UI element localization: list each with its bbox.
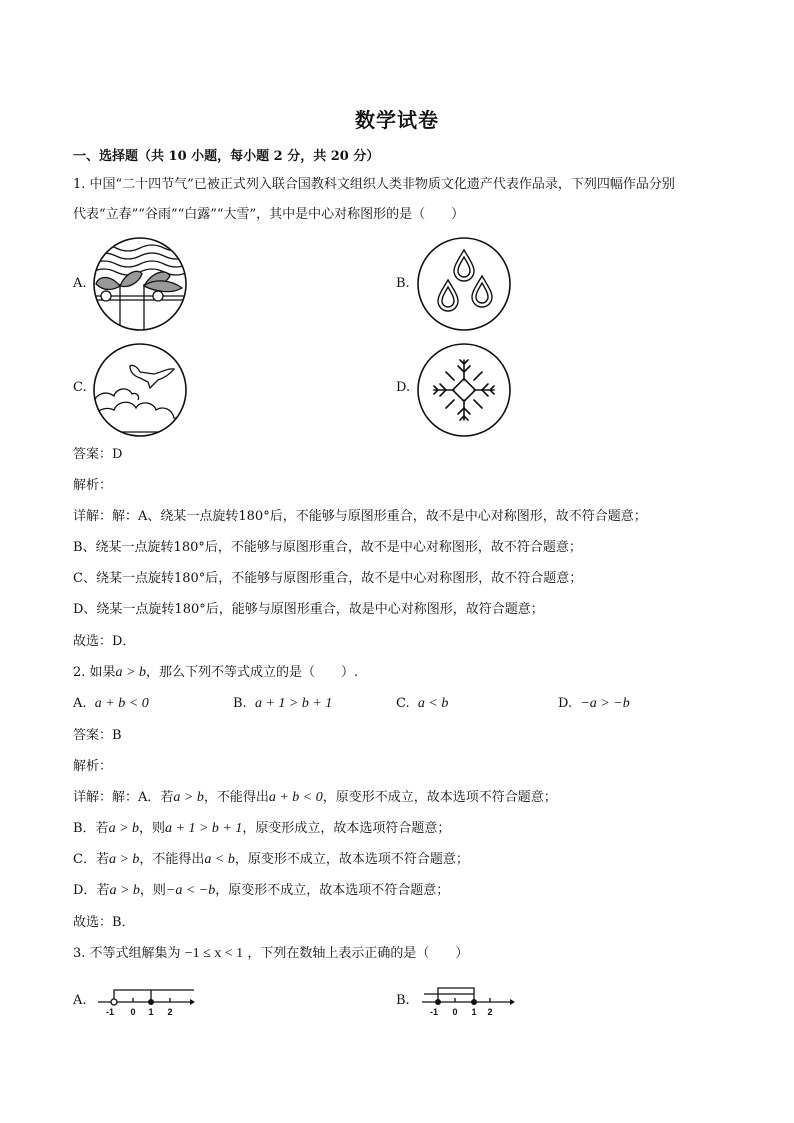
q2-detail-a-text2: ，不能得出 xyxy=(203,790,269,805)
q1-stem-line2: 代表“立春”“谷雨”“白露”“大雪”，其中是中心对称图形的是（ ） xyxy=(73,207,465,222)
q2-detail-b-math2: a + 1 > b + 1 xyxy=(165,821,243,836)
q2-detail-a-math2: a + b < 0 xyxy=(268,790,323,805)
q3-stem-prefix: 3. 不等式组解集为 xyxy=(73,946,181,961)
q2-detail-b-text3: ，原变形成立，故本选项符合题意； xyxy=(242,821,451,836)
q2-detail-c xyxy=(73,850,469,870)
q2-stem-prefix: 2. 如果 xyxy=(73,665,116,680)
q2-detail-c-math2: a < b xyxy=(204,852,235,867)
q2-option-a-math: a + b < 0 xyxy=(94,696,149,711)
q3-option-b-label: B. xyxy=(396,993,410,1008)
q1-conclusion: 故选：D． xyxy=(73,634,136,649)
snowflake-icon xyxy=(416,342,512,438)
q2-option-b-math: a + 1 > b + 1 xyxy=(254,696,333,711)
q2-analysis-label: 解析： xyxy=(73,759,113,774)
q2-option-c-label: C. xyxy=(396,696,410,711)
tick-label: -1 xyxy=(105,1007,115,1017)
q1-stem-line1: 1. 中国“二十四节气”已被正式列入联合国教科文组织人类非物质文化遗产代表作品录，下列四幅作品分别 xyxy=(73,177,675,192)
q3-option-a-label: A. xyxy=(73,993,87,1008)
tick-label: 1 xyxy=(148,1007,154,1017)
q2-answer: 答案：B xyxy=(73,728,122,743)
tick-label: 2 xyxy=(167,1007,173,1017)
q1-option-c-label: C. xyxy=(73,380,87,395)
number-line-b xyxy=(420,982,520,1020)
rain-drops-icon xyxy=(416,236,512,332)
q2-detail-c-text2: ，不能得出 xyxy=(139,852,205,867)
q2-detail-d-math2: −a < −b xyxy=(165,883,216,898)
q2-stem xyxy=(73,663,358,683)
q2-detail-a-text1: 详解：解：A．若 xyxy=(73,790,174,805)
q2-detail-a-text3: ，原变形不成立，故本选项不符合题意； xyxy=(322,790,557,805)
tick-label: 0 xyxy=(130,1007,136,1017)
q2-option-d xyxy=(558,694,630,714)
spring-sprout-icon xyxy=(92,236,188,332)
section-heading: 一、选择题（共 10 小题，每小题 2 分，共 20 分） xyxy=(73,149,380,164)
page-title: 数学试卷 xyxy=(355,108,439,132)
q1-answer: 答案：D xyxy=(73,447,123,462)
q2-option-c xyxy=(396,694,448,714)
q2-detail-b-text2: ，则 xyxy=(139,821,166,836)
q2-option-d-math: −a > −b xyxy=(580,696,630,711)
q2-stem-suffix: ，那么下列不等式成立的是（ ）. xyxy=(146,665,359,680)
q2-option-a-label: A. xyxy=(73,696,87,711)
q2-detail-a-math1: a > b xyxy=(173,790,204,805)
q3-stem-suffix: ，下列在数轴上表示正确的是（ ） xyxy=(247,946,469,961)
q2-detail-b-math1: a > b xyxy=(108,821,140,836)
q2-detail-d-math1: a > b xyxy=(109,883,140,898)
q2-conclusion: 故选：B． xyxy=(73,915,135,930)
q3-stem xyxy=(73,944,468,964)
tick-label: 1 xyxy=(471,1007,477,1017)
q1-detail-a: 详解：解：A、绕某一点旋转180°后，不能够与原图形重合，故不是中心对称图形，故不符合题意； xyxy=(73,509,647,524)
q1-analysis-label: 解析： xyxy=(73,478,113,493)
q3-stem-math: −1 ≤ x < 1 xyxy=(184,946,244,961)
q1-option-a-label: A. xyxy=(73,276,87,291)
q2-option-d-label: D. xyxy=(558,696,573,711)
q2-detail-d-text3: ，原变形不成立，故本选项不符合题意； xyxy=(215,883,450,898)
q2-option-a xyxy=(73,694,149,714)
q1-option-b-label: B. xyxy=(396,276,410,291)
q2-detail-d xyxy=(73,881,449,901)
tick-label: -1 xyxy=(429,1007,439,1017)
q2-detail-a xyxy=(73,788,557,808)
q1-detail-d: D、绕某一点旋转180°后，能够与原图形重合，故是中心对称图形，故符合题意； xyxy=(73,602,544,617)
q2-detail-b xyxy=(73,819,450,839)
q2-detail-c-text1: C．若 xyxy=(73,852,109,867)
q2-option-b-label: B. xyxy=(233,696,247,711)
tick-label: 0 xyxy=(452,1007,458,1017)
q2-detail-c-text3: ，原变形不成立，故本选项不符合题意； xyxy=(234,852,469,867)
q2-option-c-math: a < b xyxy=(417,696,449,711)
q1-detail-c: C、绕某一点旋转180°后，不能够与原图形重合，故不是中心对称图形，故不符合题意； xyxy=(73,571,583,586)
q1-option-d-label: D. xyxy=(396,380,411,395)
q2-stem-math: a > b xyxy=(115,665,146,680)
q2-option-b xyxy=(233,694,332,714)
q2-detail-c-math1: a > b xyxy=(108,852,140,867)
tick-label: 2 xyxy=(487,1007,493,1017)
q2-detail-d-text1: D．若 xyxy=(73,883,110,898)
q2-detail-b-text1: B．若 xyxy=(73,821,109,836)
bird-clouds-icon xyxy=(92,342,188,438)
q2-detail-d-text2: ，则 xyxy=(139,883,166,898)
q1-detail-b: B、绕某一点旋转180°后，不能够与原图形重合，故不是中心对称图形，故不符合题意； xyxy=(73,540,582,555)
number-line-a xyxy=(96,982,196,1020)
